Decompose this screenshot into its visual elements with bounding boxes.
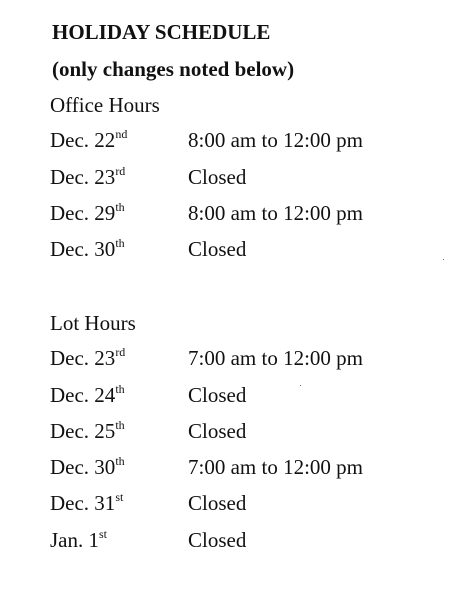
schedule-hours: Closed	[188, 528, 247, 552]
scan-speck	[300, 385, 301, 386]
schedule-hours: 8:00 am to 12:00 pm	[188, 201, 363, 225]
schedule-row	[0, 164, 474, 193]
schedule-date: Dec. 23rd	[50, 345, 126, 370]
date-ordinal-suffix: nd	[115, 127, 128, 141]
date-ordinal-suffix: th	[115, 418, 125, 432]
schedule-row	[0, 527, 474, 556]
date-ordinal-suffix: th	[115, 454, 125, 468]
schedule-row	[0, 236, 474, 265]
page-subtitle: (only changes noted below)	[52, 57, 295, 81]
schedule-date: Dec. 22nd	[50, 127, 128, 152]
page-title: HOLIDAY SCHEDULE	[52, 20, 271, 44]
schedule-row	[0, 127, 474, 156]
schedule-row	[0, 382, 474, 411]
schedule-hours: Closed	[188, 165, 247, 189]
schedule-date: Dec. 25th	[50, 418, 125, 443]
lot-hours-heading: Lot Hours	[50, 311, 136, 335]
schedule-date: Dec. 30th	[50, 236, 125, 261]
schedule-hours: 7:00 am to 12:00 pm	[188, 346, 363, 370]
date-ordinal-suffix: st	[99, 527, 108, 541]
schedule-date: Dec. 23rd	[50, 164, 126, 189]
schedule-hours: Closed	[188, 383, 247, 407]
schedule-date: Dec. 30th	[50, 454, 125, 479]
schedule-date: Dec. 24th	[50, 382, 125, 407]
schedule-row	[0, 418, 474, 447]
schedule-hours: Closed	[188, 491, 247, 515]
date-ordinal-suffix: st	[115, 490, 124, 504]
date-ordinal-suffix: rd	[115, 345, 126, 359]
office-hours-heading: Office Hours	[50, 93, 160, 117]
schedule-hours: Closed	[188, 237, 247, 261]
schedule-row	[0, 345, 474, 374]
schedule-hours: 7:00 am to 12:00 pm	[188, 455, 363, 479]
date-ordinal-suffix: th	[115, 200, 125, 214]
schedule-row	[0, 200, 474, 229]
schedule-date: Jan. 1st	[50, 527, 108, 552]
schedule-date: Dec. 31st	[50, 490, 124, 515]
schedule-row	[0, 454, 474, 483]
schedule-hours: Closed	[188, 419, 247, 443]
scan-speck	[443, 259, 444, 260]
schedule-hours: 8:00 am to 12:00 pm	[188, 128, 363, 152]
schedule-date: Dec. 29th	[50, 200, 125, 225]
date-ordinal-suffix: rd	[115, 164, 126, 178]
date-ordinal-suffix: th	[115, 236, 125, 250]
date-ordinal-suffix: th	[115, 382, 125, 396]
schedule-row	[0, 490, 474, 519]
